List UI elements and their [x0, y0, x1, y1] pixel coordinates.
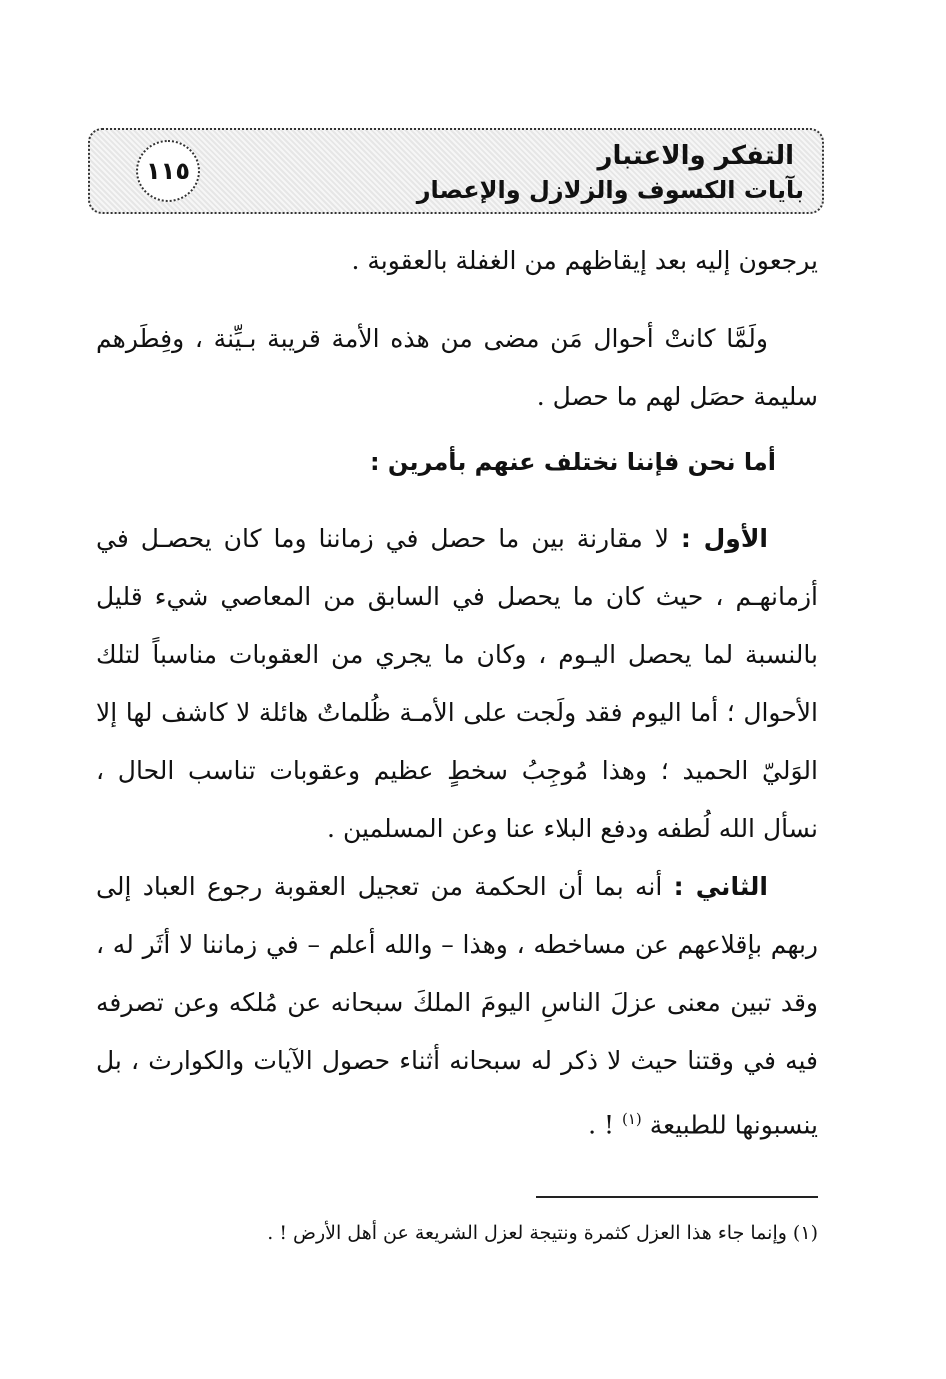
- first-point-text: لا مقارنة بين ما حصل في زماننا وما كان يحصـل في أزمانهـم ، حيث كان ما يحصل في السابق من المعاصي شيء قليل بالنسبة لما يحصل اليـوم ، وكان ما يجري من العقوبات مناسباً لتلك الأحوال ؛ أما اليوم فقد ولَجت على الأمـة ظُلماتٌ هائلة لا كاشف لها إلا الوَليّ الحميد ؛ وهذا مُوجِبُ سخطٍ عظيم وعقوبات تناسب الحال ، نسأل الله لُطفه ودفع البلاء عنا وعن المسلمين .: [96, 524, 818, 843]
- second-point-text: أنه بما أن الحكمة من تعجيل العقوبة رجوع العباد إلى ربهم بإقلاعهم عن مساخطه ، وهذا – والله أعلم – في زماننا لا أثَر له ، وقد تبين معنى عزلَ الناسِ اليومَ الملكَ سبحانه عن مُلكه وعن تصرفه فيه في وقتنا حيث لا ذكر له سبحانه أثناء حصول الآيات والكوارث ، بل ينسبونها للطبيعة: [96, 872, 818, 1140]
- paragraph-second-point: [96, 858, 818, 1154]
- paragraph-first-point: [96, 510, 818, 858]
- paragraph-continuation: يرجعون إليه بعد إيقاظهم من الغفلة بالعقوبة .: [351, 246, 818, 275]
- footnote-ref: (١): [622, 1110, 642, 1128]
- second-point-end: ! .: [588, 1110, 622, 1140]
- footnote-divider: [536, 1196, 818, 1198]
- paragraph-1: ولَمَّا كانتْ أحوال مَن مضى من هذه الأمة قريبة بـيِّنة ، وفِطَرهم سليمة حصَل لهم ما حصل .: [96, 324, 818, 411]
- second-point-label: الثاني :: [673, 872, 768, 901]
- footnote: (١) وإنما جاء هذا العزل كثمرة ونتيجة لعزل الشريعة عن أهل الأرض ! .: [267, 1222, 818, 1244]
- book-title: التفكر والاعتبار: [597, 141, 794, 171]
- paragraph-2-heading: أما نحن فإننا نختلف عنهم بأمرين :: [369, 448, 776, 476]
- first-point-label: الأول :: [680, 524, 769, 553]
- page-header: [88, 128, 824, 214]
- book-subtitle: بآيات الكسوف والزلازل والإعصار: [416, 176, 804, 204]
- page-number: ١١٥: [136, 140, 200, 202]
